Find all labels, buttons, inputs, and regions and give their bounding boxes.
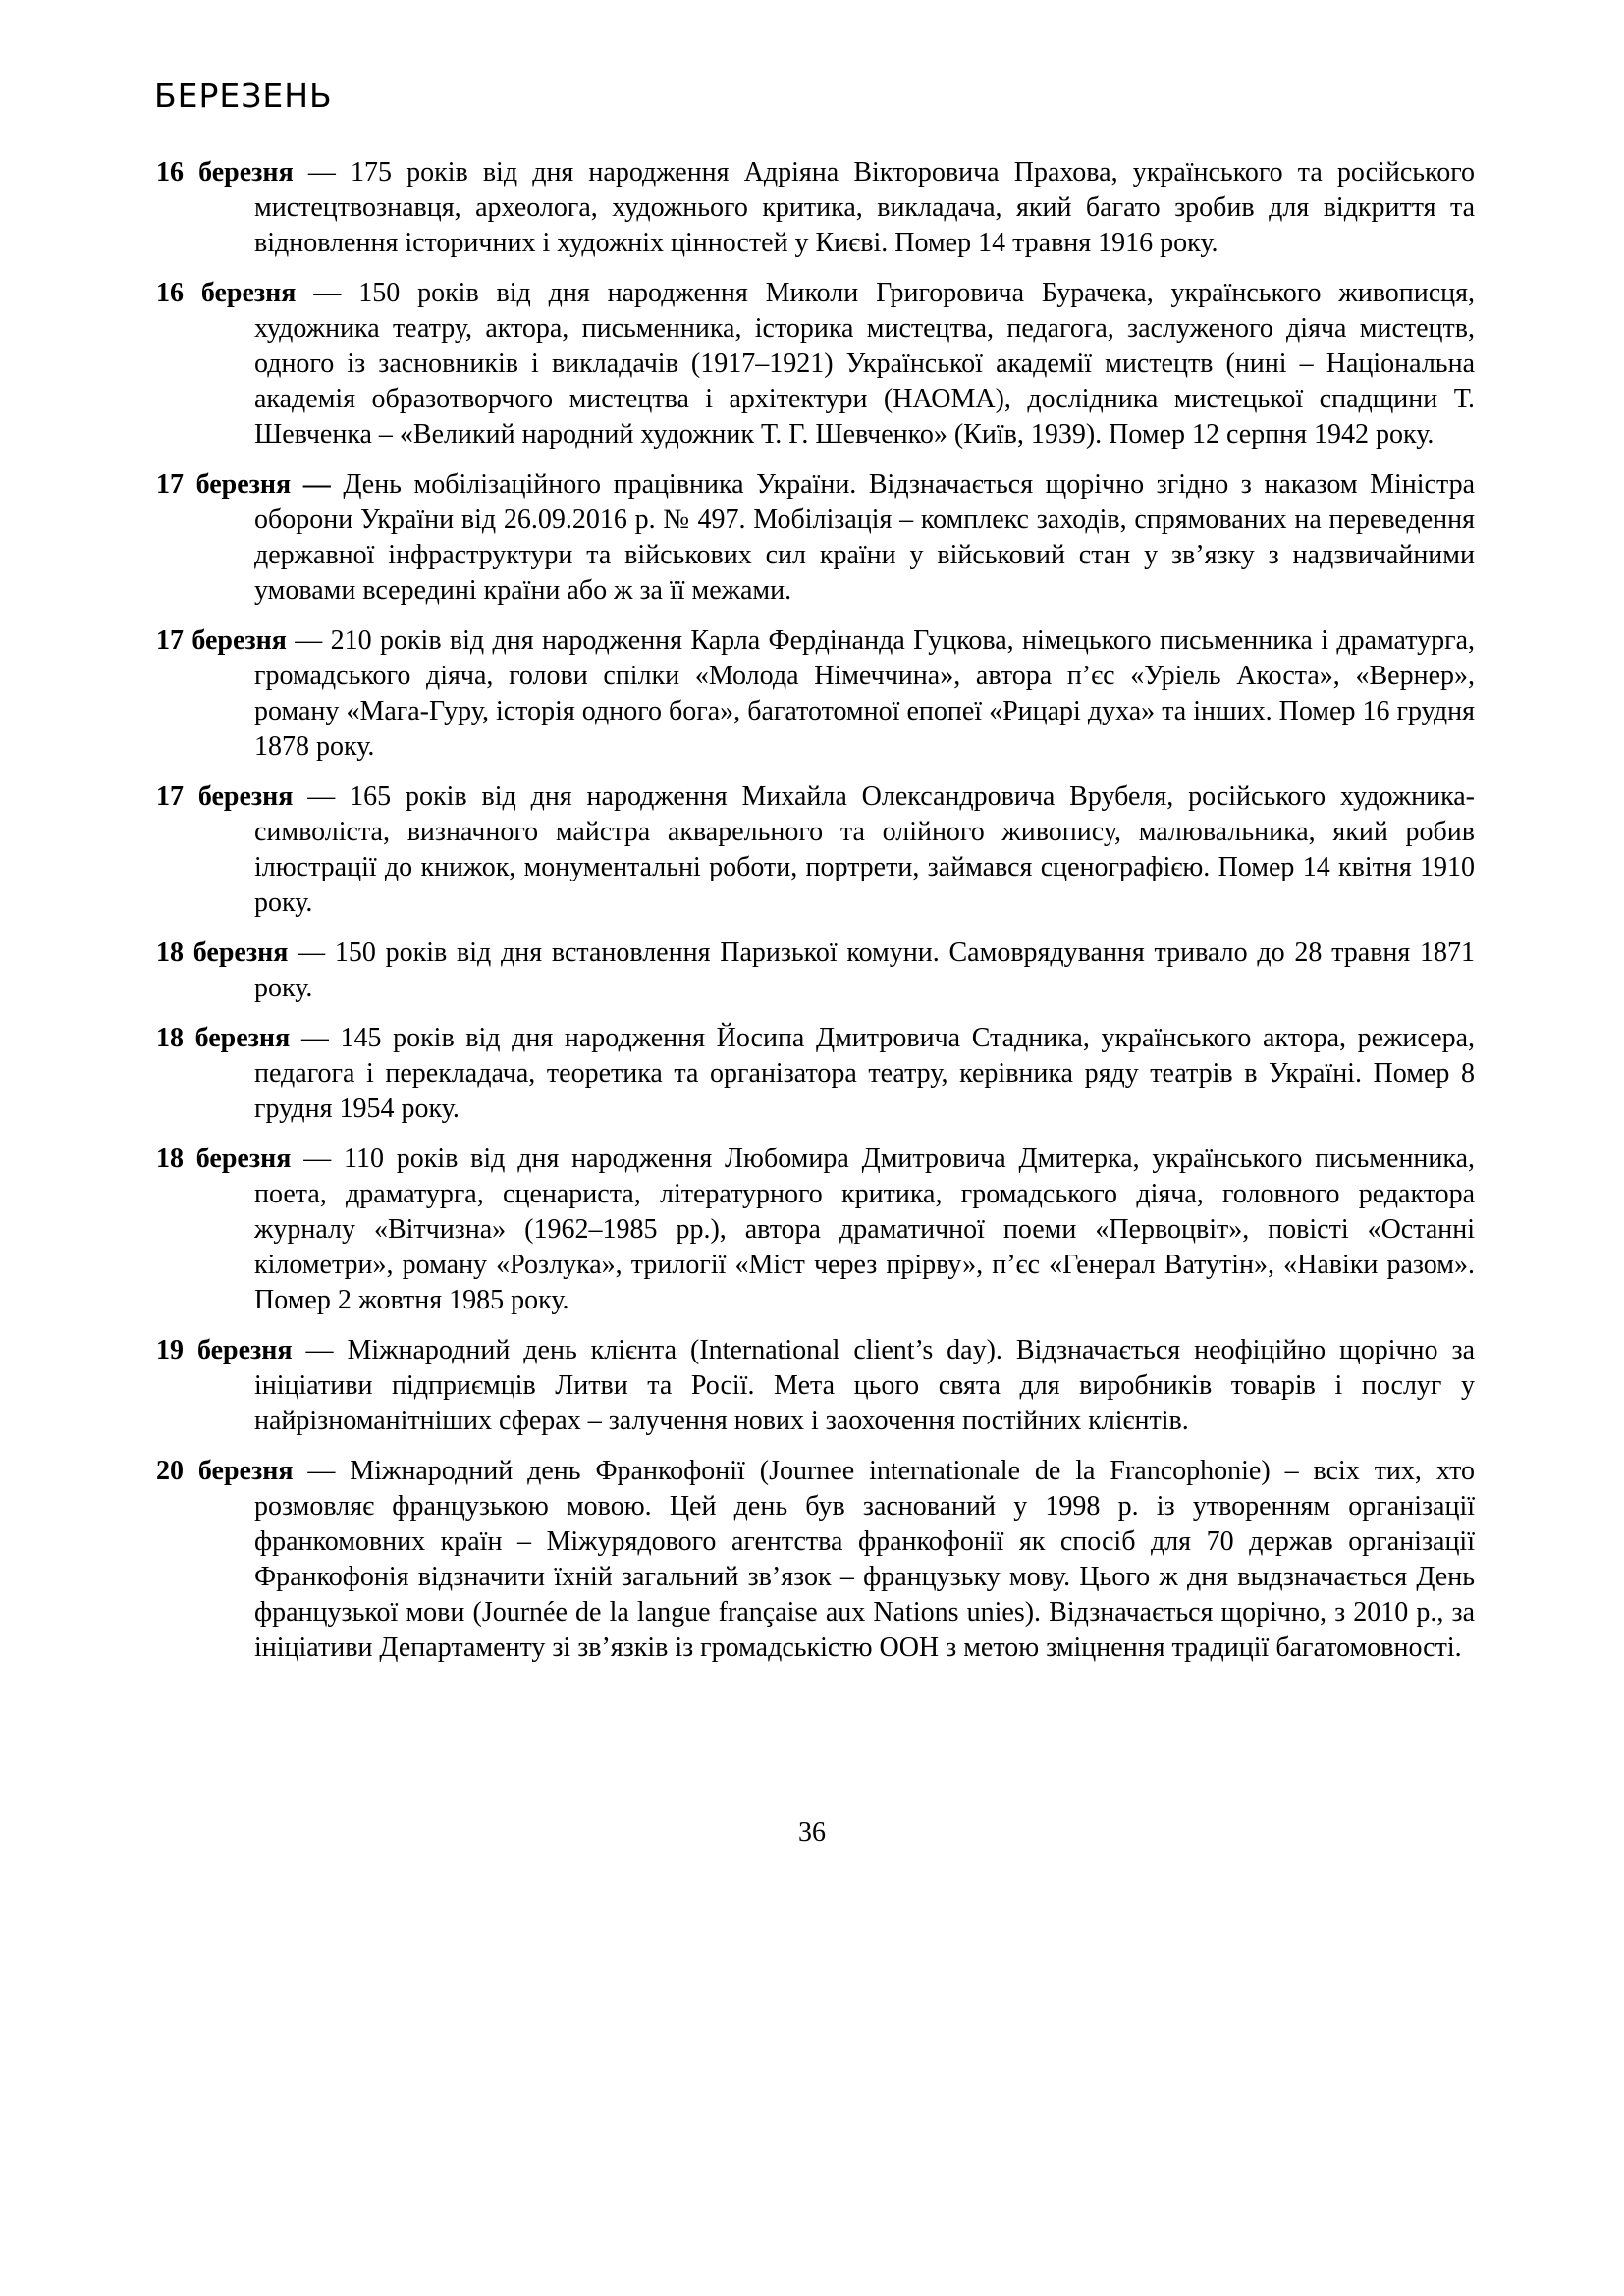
entry-text: — 110 років від дня народження Любомира Дмитровича Дмитерка, українського письменника, поета, драматурга, сценариста, літературного критика, громадського діяча, головного редактора журналу «Вітчизна» (1962–1985 рр.), автора драматичної поеми «Первоцвіт», повісті «Останні кілометри», роману «Розлука», трилогії «Міст через прірву», п’єс «Генерал Ватутін», «Навіки разом». Помер 2 жовтня 1985 року. xyxy=(254,1144,1476,1315)
list-item xyxy=(156,1333,1475,1439)
list-item xyxy=(156,1021,1475,1127)
list-item xyxy=(156,155,1475,261)
entry-date: 19 березня xyxy=(156,1335,293,1365)
entry-date: 18 березня xyxy=(156,1023,291,1053)
entry-date: 16 березня xyxy=(156,278,297,308)
list-item xyxy=(156,276,1475,453)
entry-date: 20 березня xyxy=(156,1456,294,1486)
entry-text: — 210 років від дня народження Карла Фердінанда Гуцкова, німецького письменника і драматурга, громадського діяча, голови спілки «Молода Німеччина», автора п’єс «Уріель Акоста», «Вернер», роману «Мага-Гуру, історія одного бога», багатотомної епопеї «Рицарі духа» та інших. Помер 16 грудня 1878 року. xyxy=(254,625,1476,762)
entry-date: 18 березня xyxy=(156,937,289,968)
entry-date: 17 березня xyxy=(156,781,294,812)
entry-date: 17 березня — xyxy=(156,469,331,500)
list-item xyxy=(156,935,1475,1006)
month-heading: БЕРЕЗЕНЬ xyxy=(154,77,333,115)
entry-text: — 145 років від дня народження Йосипа Дмитровича Стадника, українського актора, режисера, педагога і перекладача, теоретика та організатора театру, керівника ряду театрів в Україні. Помер 8 грудня 1954 року. xyxy=(254,1023,1475,1124)
entry-text: — 165 років від дня народження Михайла Олександровича Врубеля, російського художника-символіста, визначного майстра акварельного та олійного живопису, малювальника, який робив ілюстрації до книжок, монументальні роботи, портрети, займався сценографією. Помер 14 квітня 1910 року. xyxy=(254,781,1476,918)
list-item xyxy=(156,779,1475,921)
entry-date: 18 березня xyxy=(156,1144,292,1174)
list-item xyxy=(156,467,1475,609)
page-number: 36 xyxy=(798,1817,826,1847)
entry-text: — Міжнародний день клієнта (International client’s day). Відзначається неофіційно щорічно за ініціативи підприємців Литви та Росії. Мета цього свята для виробників товарів і послуг у найрізноманітніших сферах – залучення нових і заохочення постійних клієнтів. xyxy=(254,1335,1475,1436)
entry-text: — Міжнародний день Франкофонії (Journee internationale de la Francophonie) – всіх тих, хто розмовляє французькою мовою. Цей день був заснований у 1998 р. із утворенням організації франкомовних країн – Міжурядового агентства франкофонії як спосіб для 70 держав організації Франкофонія відзначити їхній загальний зв’язок – французьку мову. Цього ж дня выдзначається День французької мови (Journée de la langue française aux Nations unies). Відзначається щорічно, з 2010 р., за ініціативи Департаменту зі зв’язків із громадськістю ООН з метою зміцнення традиції багатомовності. xyxy=(254,1456,1476,1663)
list-item xyxy=(156,1142,1475,1318)
entries-list xyxy=(156,155,1475,1681)
entry-date: 16 березня xyxy=(156,157,294,187)
entry-text: — 175 років від дня народження Адріяна Вікторовича Прахова, українського та російського мистецтвознавця, археолога, художнього критика, викладача, який багато зробив для відкриття та відновлення історичних і художніх цінностей у Києві. Помер 14 травня 1916 року. xyxy=(254,157,1475,258)
list-item xyxy=(156,1454,1475,1666)
entry-text: День мобілізаційного працівника України. Відзначається щорічно згідно з наказом Міністра оборони України від 26.09.2016 р. № 497. Мобілізація – комплекс заходів, спрямованих на переведення державної інфраструктури та військових сил країни у військовий стан у зв’язку з надзвичайними умовами всередині країни або ж за її межами. xyxy=(254,469,1475,606)
list-item xyxy=(156,623,1475,765)
entry-text: — 150 років від дня народження Миколи Григоровича Бурачека, українського живописця, художника театру, актора, письменника, історика мистецтва, педагога, заслуженого діяча мистецтв, одного із засновників і викладачів (1917–1921) Української академії мистецтв (нині – Національна академія образотворчого мистецтва і архітектури (НАОМА), дослідника мистецької спадщини Т. Шевченка – «Великий народний художник Т. Г. Шевченко» (Київ, 1939). Помер 12 серпня 1942 року. xyxy=(254,278,1476,450)
entry-text: — 150 років від дня встановлення Паризької комуни. Самоврядування тривало до 28 травня 1871 року. xyxy=(254,937,1476,1003)
entry-date: 17 березня xyxy=(156,625,287,656)
